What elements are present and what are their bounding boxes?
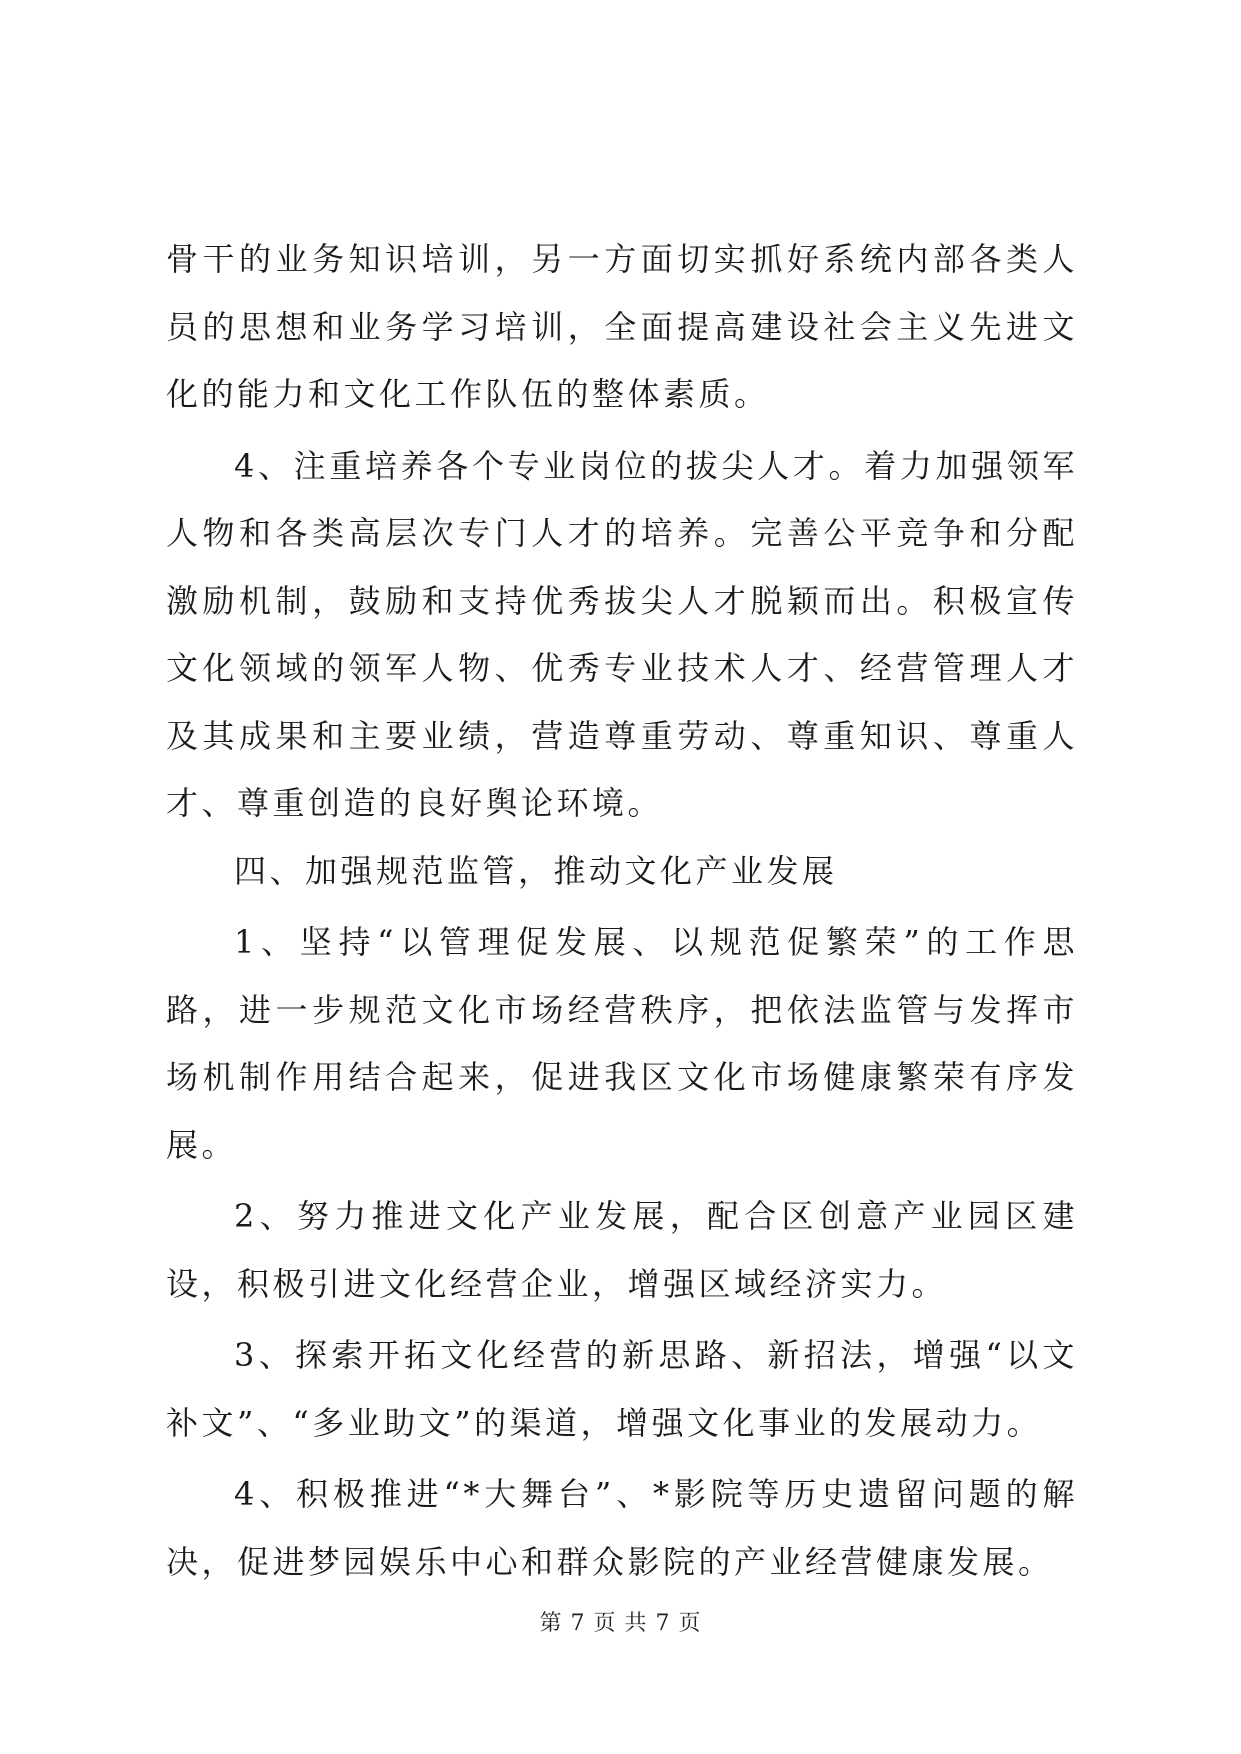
document-body	[166, 226, 1078, 1596]
paragraph-item-4-legacy: 4、积极推进“*大舞台”、*影院等历史遗留问题的解决，促进梦园娱乐中心和群众影院的产业经营健康发展。	[166, 1475, 1078, 1581]
paragraph-item-4-talent: 4、注重培养各个专业岗位的拔尖人才。着力加强领军人物和各类高层次专门人才的培养。完善公平竞争和分配激励机制，鼓励和支持优秀拔尖人才脱颖而出。积极宣传文化领域的领军人物、优秀专业技术人才、经营管理人才及其成果和主要业绩，营造尊重劳动、尊重知识、尊重人才、尊重创造的良好舆论环境。	[166, 446, 1078, 822]
page-number-footer: 第 7 页 共 7 页	[539, 1611, 702, 1636]
paragraph-training-continued: 骨干的业务知识培训，另一方面切实抓好系统内部各类人员的思想和业务学习培训，全面提高建设社会主义先进文化的能力和文化工作队伍的整体素质。	[166, 240, 1078, 413]
paragraph-item-3-explore: 3、探索开拓文化经营的新思路、新招法，增强“以文补文”、“多业助文”的渠道，增强文化事业的发展动力。	[166, 1336, 1078, 1442]
paragraph-item-1-market: 1、坚持“以管理促发展、以规范促繁荣”的工作思路，进一步规范文化市场经营秩序，把依法监管与发挥市场机制作用结合起来，促进我区文化市场健康繁荣有序发展。	[166, 923, 1078, 1164]
section-heading-four: 四、加强规范监管，推动文化产业发展	[234, 851, 838, 890]
paragraph-item-2-industry: 2、努力推进文化产业发展，配合区创意产业园区建设，积极引进文化经营企业，增强区域经济实力。	[166, 1197, 1078, 1303]
